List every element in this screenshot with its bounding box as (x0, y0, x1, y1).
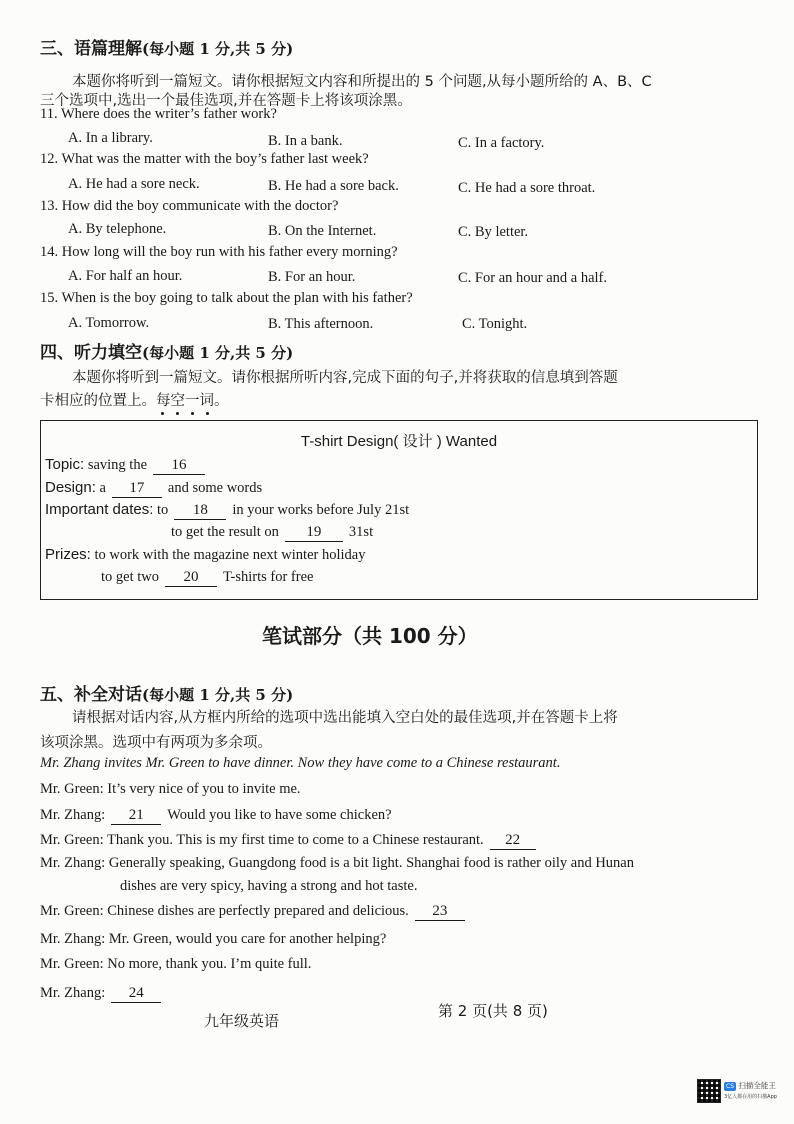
option-11-c: C. In a factory. (458, 135, 545, 151)
section3-note: (每小题 1 分,共 5 分) (142, 40, 294, 58)
blank-19[interactable]: 19 (285, 524, 343, 542)
blank-18[interactable]: 18 (174, 502, 226, 520)
option-11-a: A. In a library. (68, 130, 153, 146)
dialogue-intro: Mr. Zhang invites Mr. Green to have dinner. Now they have come to a Chinese restaurant. (40, 755, 561, 771)
blank-24[interactable]: 24 (111, 985, 161, 1003)
question-13: 13. How did the boy communicate with the doctor? (40, 198, 339, 214)
dialogue-line: dishes are very spicy, having a strong and hot taste. (120, 878, 418, 894)
blank-17[interactable]: 17 (112, 480, 162, 498)
question-11: 11. Where does the writer’s father work? (40, 106, 277, 122)
question-15: 15. When is the boy going to talk about the plan with his father? (40, 290, 413, 306)
written-part-title: 笔试部分（共 100 分） (262, 624, 478, 648)
dialogue-line: Mr. Zhang: 21 Would you like to have some chicken? (40, 807, 392, 823)
dialogue-line: Mr. Zhang: 24 (40, 985, 167, 1003)
option-15-c: C. Tonight. (462, 316, 528, 332)
section4-heading (40, 338, 293, 363)
question-14: 14. How long will the boy run with his father every morning? (40, 244, 398, 260)
dialogue-line: Mr. Zhang: Generally speaking, Guangdong food is a bit light. Shanghai food is rather oily and Hunan (40, 855, 634, 871)
prizes-line: Prizes: to work with the magazine next winter holiday (45, 546, 366, 563)
option-14-c: C. For an hour and a half. (458, 270, 607, 286)
option-14-b: B. For an hour. (268, 269, 356, 285)
notice-title: T-shirt Design( 设计 ) Wanted (300, 433, 498, 450)
option-12-c: C. He had a sore throat. (458, 180, 596, 196)
dates-line: Important dates: to 18 in your works before July 21st (45, 501, 410, 518)
section4-title: 四、听力填空 (40, 343, 142, 363)
section4-instruction-2: 卡相应的位置上。每空一词 。 (40, 389, 229, 410)
option-14-a: A. For half an hour. (68, 268, 183, 284)
emphasis-one-word: 每空一词 (156, 393, 214, 409)
dialogue-line: Mr. Green: No more, thank you. I’m quite full. (40, 956, 312, 972)
section4-note: (每小题 1 分,共 5 分) (142, 344, 294, 362)
dialogue-line: Mr. Green: Chinese dishes are perfectly prepared and delicious. 23 (40, 903, 471, 921)
section5-title: 五、补全对话 (40, 685, 142, 705)
option-11-b: B. In a bank. (268, 133, 343, 149)
design-line: Design: a 17 and some words (45, 479, 263, 496)
topic-line: Topic: saving the 16 (45, 456, 211, 475)
scanner-watermark: CS 扫描全能王 3亿人都在用的扫描App (724, 1081, 777, 1100)
option-12-a: A. He had a sore neck. (68, 176, 200, 192)
blank-21[interactable]: 21 (111, 807, 161, 825)
option-13-c: C. By letter. (458, 224, 529, 240)
blank-16[interactable]: 16 (153, 457, 205, 475)
dialogue-line: Mr. Zhang: Mr. Green, would you care for another helping? (40, 931, 387, 947)
dates-line-2: to get the result on 19 31st (171, 524, 374, 540)
section4-instruction-1: 本题你将听到一篇短文。请你根据所听内容,完成下面的句子,并将获取的信息填到答题 (72, 370, 618, 386)
footer-subject: 九年级英语 (204, 1012, 280, 1030)
section3-title: 三、语篇理解 (40, 39, 142, 59)
section3-instruction-1: 本题你将听到一篇短文。请你根据短文内容和所提出的 5 个问题,从每小题所给的 A、B、C (72, 74, 652, 90)
section5-heading (40, 680, 293, 705)
section5-instruction-1: 请根据对话内容,从方框内所给的选项中选出能填入空白处的最佳选项,并在答题卡上将 (72, 710, 618, 726)
dialogue-line: Mr. Green: It’s very nice of you to invite me. (40, 781, 301, 797)
camscanner-logo-icon: CS (726, 1083, 734, 1090)
option-12-b: B. He had a sore back. (268, 178, 399, 194)
tshirt-notice-box (40, 420, 758, 600)
prizes-line-2: to get two 20 T-shirts for free (101, 569, 314, 585)
blank-22[interactable]: 22 (490, 832, 536, 850)
blank-23[interactable]: 23 (415, 903, 465, 921)
section5-instruction-2: 该项涂黑。选项中有两项为多余项。 (40, 735, 272, 751)
dialogue-line: Mr. Green: Thank you. This is my first time to come to a Chinese restaurant. 22 (40, 832, 542, 850)
page-number: 第 2 页(共 8 页) (438, 1002, 548, 1020)
section3-heading (40, 34, 293, 59)
option-13-a: A. By telephone. (68, 221, 167, 237)
option-15-a: A. Tomorrow. (68, 315, 150, 331)
qr-code-icon (697, 1079, 721, 1103)
question-12: 12. What was the matter with the boy’s father last week? (40, 151, 369, 167)
option-13-b: B. On the Internet. (268, 223, 377, 239)
section5-note: (每小题 1 分,共 5 分) (142, 686, 294, 704)
option-15-b: B. This afternoon. (268, 316, 374, 332)
section3-instruction-2: 三个选项中,选出一个最佳选项,并在答题卡上将该项涂黑。 (40, 93, 412, 109)
blank-20[interactable]: 20 (165, 569, 217, 587)
